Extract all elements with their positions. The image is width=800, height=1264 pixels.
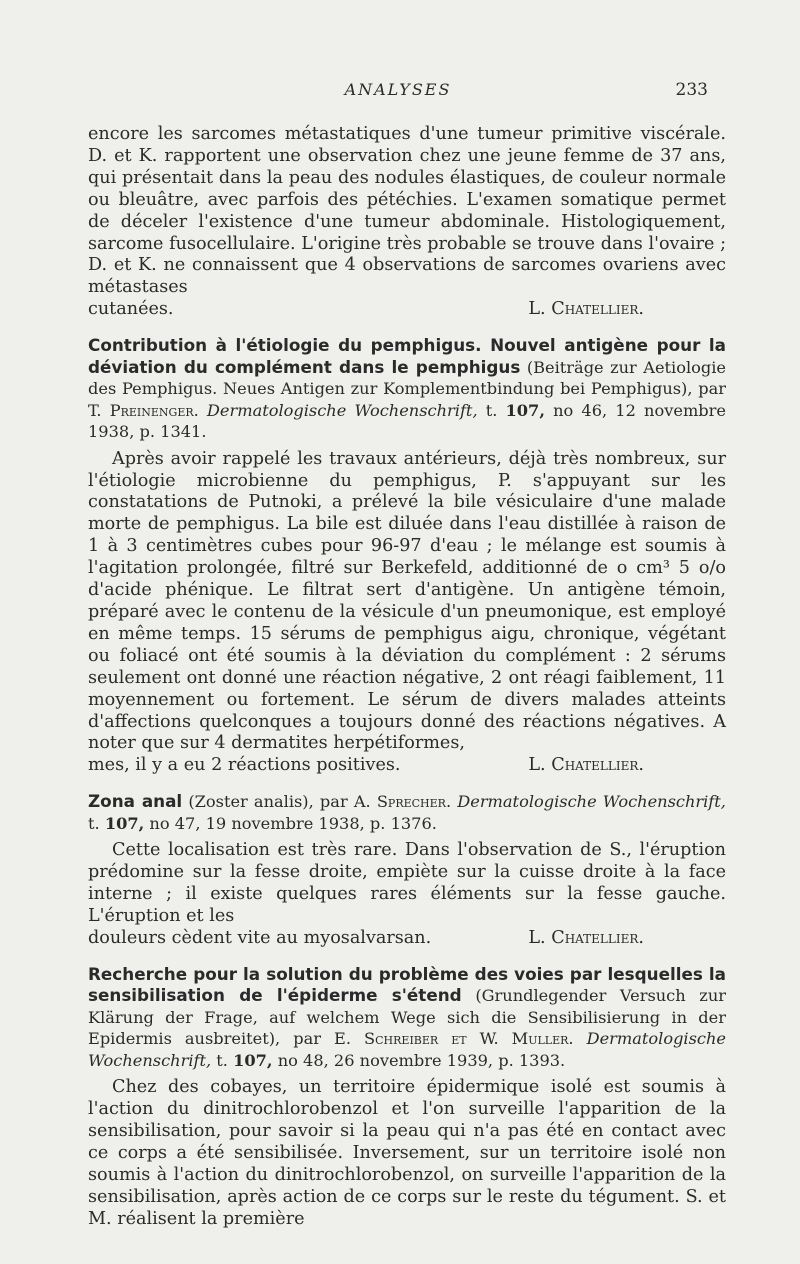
page-body <box>88 124 726 1231</box>
running-title: ANALYSES <box>344 80 452 99</box>
journal-name: Dermatologische Wochenschrift, <box>88 1029 726 1070</box>
article-pemphigus <box>88 335 726 777</box>
original-title: (Beiträge zur Aetiologie des Pemphigus. Neues Antigen zur Komplementbindung bei Pemphigus), par <box>88 357 727 399</box>
volume-prefix: t. <box>485 400 498 420</box>
original-title: (Grundlegender Versuch zur Klärung der Frage, auf welchem Wege sich die Sensibilisierung in der Epidermis ausbreitet), par <box>88 986 726 1049</box>
journal-name: Dermatologische Wochenschrift, <box>457 792 726 812</box>
volume: 107, <box>104 813 145 833</box>
intro-last-line: cutanées. <box>88 299 174 320</box>
intro-section <box>88 124 726 321</box>
page-number: 233 <box>675 80 708 100</box>
article-last-line: douleurs cèdent vite au myosalvarsan. <box>88 927 432 948</box>
article-heading <box>88 791 726 834</box>
issue-info: no 48, 26 novembre 1939, p. 1393. <box>277 1050 566 1070</box>
issue-info: no 46, 12 novembre 1938, p. 1341. <box>88 400 726 442</box>
signature: L. Chatellier. <box>528 299 644 320</box>
volume-prefix: t. <box>88 813 100 833</box>
article-signoff <box>88 928 726 950</box>
article-title: Zona anal <box>88 791 183 812</box>
page-header <box>88 80 708 104</box>
article-author: A. Sprecher. <box>353 792 452 812</box>
article-body: Chez des cobayes, un territoire épidermique isolé est soumis à l'action du dinitrochlorobenzol et l'on surveille l'apparition de la sensibilisation, pour savoir si la peau qui n'a pas été en contact avec ce corps a été sensibilisée. Inversement, sur un territoire isolé non soumis à l'action du dinitrochlorobenzol, on surveille l'apparition de la sensibilisation, après action de ce corps sur le reste du tégument. S. et M. réalisent la première <box>88 1077 726 1229</box>
intro-paragraph: encore les sarcomes métastatiques d'une tumeur primitive viscérale. D. et K. rapportent une observation chez une jeune femme de 37 ans, qui présentait dans la peau des nodules élastiques, de couleur normale ou bleuâtre, avec parfois des pétéchies. L'examen somatique permet de déceler l'existence d'une tumeur abdominale. Histologiquement, sarcome fusocellulaire. L'origine très probable se trouve dans l'ovaire ; D. et K. ne connaissent que 4 observations de sarcomes ovariens avec métastases <box>88 124 726 298</box>
article-title: Recherche pour la solution du problème des voies par lesquelles la sensibilisation de l'épiderme s'étend <box>88 963 726 1006</box>
volume: 107, <box>233 1050 273 1070</box>
issue-info: no 47, 19 novembre 1938, p. 1376. <box>149 813 437 833</box>
article-body: Après avoir rappelé les travaux antérieurs, déjà très nombreux, sur l'étiologie microbienne du pemphigus, P. s'appuyant sur les constatations de Putnoki, a prélevé la bile vésiculaire d'une malade morte de pemphigus. La bile est diluée dans l'eau distillée à raison de 1 à 3 centimètres cubes pour 96-97 d'eau ; le mélange est soumis à l'agitation prolongée, filtré sur Berkefeld, additionné de o cm³ 5 o/o d'acide phénique. Le filtrat sert d'antigène. Un antigène témoin, préparé avec le contenu de la vésicule d'un pneumonique, est employé en même temps. 15 sérums de pemphigus aigu, chronique, végétant ou foliacé ont été soumis à la déviation du complément : 2 sérums seulement ont donné une réaction négative, 2 ont réagi faiblement, 11 moyennement ou fortement. Le sérum de divers malades atteints d'affections quelconques a toujours donné des réactions négatives. A noter que sur 4 dermatites herpétiformes, <box>88 448 726 754</box>
signature: L. Chatellier. <box>528 755 644 776</box>
volume-prefix: t. <box>216 1050 228 1070</box>
article-author: E. Schreiber et W. Muller. <box>334 1029 574 1049</box>
article-body: Cette localisation est très rare. Dans l'observation de S., l'éruption prédomine sur la fesse droite, empiète sur la cuisse droite à la face interne ; il existe quelques rares éléments sur la fesse gauche. L'éruption et les <box>88 840 726 926</box>
article-zona-anal <box>88 791 726 950</box>
article-heading <box>88 964 726 1072</box>
article-last-line: mes, il y a eu 2 réactions positives. <box>88 755 401 776</box>
article-signoff <box>88 755 726 777</box>
journal-name: Dermatologische Wochenschrift, <box>206 400 478 420</box>
intro-signoff <box>88 299 726 321</box>
article-title: Contribution à l'étiologie du pemphigus. Nouvel antigène pour la déviation du complément dans le pemphigus <box>88 335 726 377</box>
original-title: (Zoster analis), par <box>188 792 348 812</box>
signature: L. Chatellier. <box>528 927 644 948</box>
article-heading <box>88 335 726 443</box>
article-sensibilisation <box>88 964 726 1231</box>
volume: 107, <box>505 400 545 420</box>
article-author: T. Preinenger. <box>88 400 199 420</box>
